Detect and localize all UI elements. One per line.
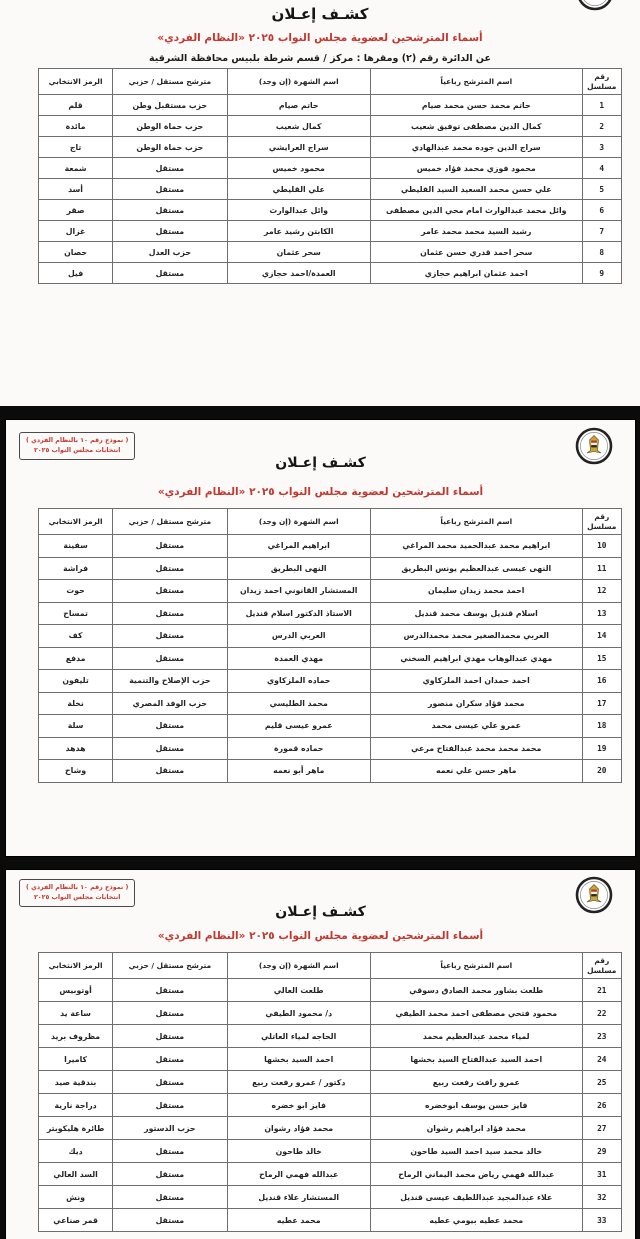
alias-cell: محمود خميس <box>227 158 370 179</box>
party-cell: مستقل <box>113 625 227 648</box>
party-cell: حزب حماة الوطن <box>113 116 227 137</box>
name-cell: اسلام قنديل يوسف محمد قنديل <box>370 602 582 625</box>
candidate-row <box>39 670 622 693</box>
page-title: كشـف إعـلان <box>271 5 369 23</box>
party-cell: مستقل <box>113 158 227 179</box>
serial-cell: 22 <box>582 1002 621 1025</box>
party-cell: مستقل <box>113 557 227 580</box>
serial-cell: 13 <box>582 602 621 625</box>
page-1 <box>0 0 640 406</box>
candidate-row <box>39 1163 622 1186</box>
candidate-row <box>39 647 622 670</box>
table-header-row <box>39 953 622 979</box>
serial-cell: 32 <box>582 1186 621 1209</box>
candidates-table <box>38 508 622 783</box>
serial-cell: 18 <box>582 715 621 738</box>
candidate-row <box>39 737 622 760</box>
name-cell: عمرو رافت رفعت ربيع <box>370 1071 582 1094</box>
alias-cell: العمدة/احمد حجازي <box>227 263 370 284</box>
alias-cell: احمد السيد بخشها <box>227 1048 370 1071</box>
serial-cell: 25 <box>582 1071 621 1094</box>
column-header-party: مترشح مستقل / حزبي <box>113 509 227 535</box>
serial-cell: 17 <box>582 692 621 715</box>
alias-cell: عمرو عيسى قليم <box>227 715 370 738</box>
serial-cell: 15 <box>582 647 621 670</box>
party-cell: حزب الوفد المصري <box>113 692 227 715</box>
candidate-row <box>39 179 622 200</box>
serial-cell: 14 <box>582 625 621 648</box>
serial-cell: 33 <box>582 1209 621 1232</box>
page-subtitle: أسماء المترشحين لعضوية مجلس النواب ٢٠٢٥ «النظام الفردي» <box>157 486 484 498</box>
candidate-row <box>39 158 622 179</box>
alias-cell: ماهر أبو نعمه <box>227 760 370 783</box>
name-cell: لمياء محمد عبدالعظيم محمد <box>370 1025 582 1048</box>
name-cell: خالد محمد سيد احمد السيد طاحون <box>370 1140 582 1163</box>
alias-cell: وائل عبدالوارث <box>227 200 370 221</box>
serial-cell: 10 <box>582 535 621 558</box>
column-header-symbol: الرمز الانتخابي <box>39 69 113 95</box>
alias-cell: النهى البطريق <box>227 557 370 580</box>
party-cell: مستقل <box>113 221 227 242</box>
symbol-cell: دراجة نارية <box>39 1094 113 1117</box>
serial-cell: 5 <box>582 179 621 200</box>
serial-cell: 11 <box>582 557 621 580</box>
symbol-cell: كاميرا <box>39 1048 113 1071</box>
symbol-cell: تمساح <box>39 602 113 625</box>
name-cell: وائل محمد عبدالوارث امام محي الدين مصطفى <box>370 200 582 221</box>
alias-cell: مهدي العمدة <box>227 647 370 670</box>
party-cell: مستقل <box>113 1209 227 1232</box>
party-cell: مستقل <box>113 602 227 625</box>
page-3 <box>6 870 635 1239</box>
serial-cell: 9 <box>582 263 621 284</box>
column-header-name: اسم المترشح رباعياً <box>370 509 582 535</box>
party-cell: مستقل <box>113 1186 227 1209</box>
party-cell: حزب الدستور <box>113 1117 227 1140</box>
alias-cell: علي القليطي <box>227 179 370 200</box>
candidate-row <box>39 116 622 137</box>
name-cell: حاتم محمد حسن محمد صيام <box>370 95 582 116</box>
name-cell: مهدي عبدالوهاب مهدي ابراهيم السخني <box>370 647 582 670</box>
name-cell: سراج الدين جوده محمد عبدالهادي <box>370 137 582 158</box>
party-cell: مستقل <box>113 647 227 670</box>
serial-cell: 4 <box>582 158 621 179</box>
candidate-row <box>39 1071 622 1094</box>
alias-cell: سحر عثمان <box>227 242 370 263</box>
candidate-row <box>39 1094 622 1117</box>
column-header-party: مترشح مستقل / حزبي <box>113 953 227 979</box>
stamp-line-2: انتخابات مجلس النواب ٢٠٢٥ <box>33 446 121 454</box>
symbol-cell: هدهد <box>39 737 113 760</box>
symbol-cell: مائدة <box>39 116 113 137</box>
symbol-cell: طائرة هليكوبتر <box>39 1117 113 1140</box>
alias-cell: كمال شعيب <box>227 116 370 137</box>
name-cell: ابراهيم محمد عبدالحميد محمد المراغي <box>370 535 582 558</box>
serial-cell: 23 <box>582 1025 621 1048</box>
alias-cell: محمد فؤاد رشوان <box>227 1117 370 1140</box>
party-cell: مستقل <box>113 263 227 284</box>
name-cell: احمد محمد زيدان سليمان <box>370 580 582 603</box>
alias-cell: العربي الدرس <box>227 625 370 648</box>
name-cell: محمد فؤاد سكران منصور <box>370 692 582 715</box>
party-cell: مستقل <box>113 1140 227 1163</box>
page-subtitle: أسماء المترشحين لعضوية مجلس النواب ٢٠٢٥ «النظام الفردي» <box>157 32 483 44</box>
serial-cell: 20 <box>582 760 621 783</box>
alias-cell: المستشار القانوني احمد زيدان <box>227 580 370 603</box>
alias-cell: الاستاذ الدكتور اسلام قنديل <box>227 602 370 625</box>
alias-cell: خالد طاحون <box>227 1140 370 1163</box>
candidate-row <box>39 692 622 715</box>
symbol-cell: سلة <box>39 715 113 738</box>
candidate-row <box>39 715 622 738</box>
candidate-row <box>39 625 622 648</box>
symbol-cell: شمعة <box>39 158 113 179</box>
alias-cell: ابراهيم المراغي <box>227 535 370 558</box>
name-cell: طلعت بشاور محمد الصادق دسوقي <box>370 979 582 1002</box>
symbol-cell: حصان <box>39 242 113 263</box>
candidate-row <box>39 760 622 783</box>
name-cell: احمد حمدان احمد الملزكاوي <box>370 670 582 693</box>
column-header-alias: اسم الشهرة (إن وجد) <box>227 509 370 535</box>
name-cell: النهى عيسى عبدالعظيم يونس البطريق <box>370 557 582 580</box>
candidate-row <box>39 580 622 603</box>
column-header-symbol: الرمز الانتخابي <box>39 509 113 535</box>
symbol-cell: ديك <box>39 1140 113 1163</box>
candidate-row <box>39 1002 622 1025</box>
alias-cell: فايز ابو خضره <box>227 1094 370 1117</box>
alias-cell: د/ محمود الطيفي <box>227 1002 370 1025</box>
name-cell: علي حسن محمد السعيد السيد القليطي <box>370 179 582 200</box>
candidate-row <box>39 242 622 263</box>
name-cell: عمرو علي عيسى محمد <box>370 715 582 738</box>
alias-cell: عبدالله فهمي الرماح <box>227 1163 370 1186</box>
candidate-row <box>39 1048 622 1071</box>
candidates-table <box>38 68 622 284</box>
party-cell: مستقل <box>113 1048 227 1071</box>
district-line: عن الدائرة رقم (٢) ومقرها : مركز / قسم شرطة بلبيس محافظة الشرقية <box>149 53 491 64</box>
party-cell: مستقل <box>113 580 227 603</box>
party-cell: مستقل <box>113 737 227 760</box>
serial-cell: 21 <box>582 979 621 1002</box>
candidate-row <box>39 263 622 284</box>
serial-cell: 27 <box>582 1117 621 1140</box>
alias-cell: الكابتن رشيد عامر <box>227 221 370 242</box>
party-cell: مستقل <box>113 1002 227 1025</box>
party-cell: حزب حماة الوطن <box>113 137 227 158</box>
table-header-row <box>39 509 622 535</box>
symbol-cell: كف <box>39 625 113 648</box>
symbol-cell: قمر صناعي <box>39 1209 113 1232</box>
column-header-name: اسم المترشح رباعياً <box>370 953 582 979</box>
page-title: كشـف إعـلان <box>275 455 366 471</box>
column-header-alias: اسم الشهرة (إن وجد) <box>227 953 370 979</box>
alias-cell: محمد عطيه <box>227 1209 370 1232</box>
party-cell: مستقل <box>113 760 227 783</box>
serial-cell: 8 <box>582 242 621 263</box>
party-cell: مستقل <box>113 1025 227 1048</box>
candidate-row <box>39 95 622 116</box>
symbol-cell: غزال <box>39 221 113 242</box>
symbol-cell: أسد <box>39 179 113 200</box>
symbol-cell: تاج <box>39 137 113 158</box>
alias-cell: حماده الملزكاوي <box>227 670 370 693</box>
column-header-name: اسم المترشح رباعياً <box>370 69 582 95</box>
party-cell: حزب مستقبل وطن <box>113 95 227 116</box>
alias-cell: الحاجه لمياء العاتلي <box>227 1025 370 1048</box>
party-cell: حزب العدل <box>113 242 227 263</box>
stamp-line-1: ( نموذج رقم ١٠ بالنظام الفردي ) <box>26 437 129 444</box>
party-cell: مستقل <box>113 1163 227 1186</box>
name-cell: سحر احمد قدري حسن عثمان <box>370 242 582 263</box>
candidate-row <box>39 1025 622 1048</box>
serial-cell: 1 <box>582 95 621 116</box>
form-number-stamp <box>19 879 135 907</box>
candidate-row <box>39 535 622 558</box>
candidate-row <box>39 557 622 580</box>
party-cell: حزب الإصلاح والتنمية <box>113 670 227 693</box>
symbol-cell: بندقية صيد <box>39 1071 113 1094</box>
symbol-cell: صقر <box>39 200 113 221</box>
serial-cell: 12 <box>582 580 621 603</box>
serial-cell: 7 <box>582 221 621 242</box>
column-header-serial: رقم مسلسل <box>582 69 621 95</box>
party-cell: مستقل <box>113 1094 227 1117</box>
candidate-row <box>39 1209 622 1232</box>
stamp-line-2: انتخابات مجلس النواب ٢٠٢٥ <box>33 893 121 901</box>
candidate-row <box>39 602 622 625</box>
serial-cell: 19 <box>582 737 621 760</box>
alias-cell: حماده قمورة <box>227 737 370 760</box>
party-cell: مستقل <box>113 535 227 558</box>
symbol-cell: السد العالي <box>39 1163 113 1186</box>
party-cell: مستقل <box>113 979 227 1002</box>
alias-cell: دكتور / عمرو رفعت ربيع <box>227 1071 370 1094</box>
candidate-row <box>39 1140 622 1163</box>
symbol-cell: سفينة <box>39 535 113 558</box>
name-cell: العربي محمدالصغير محمد محمدالدرس <box>370 625 582 648</box>
alias-cell: سراج العرايشي <box>227 137 370 158</box>
column-header-serial: رقم مسلسل <box>582 509 621 535</box>
candidate-row <box>39 200 622 221</box>
page-2 <box>6 420 635 856</box>
name-cell: احمد السيد عبدالفتاح السيد بخشها <box>370 1048 582 1071</box>
alias-cell: محمد الطليسي <box>227 692 370 715</box>
table-header-row <box>39 69 622 95</box>
column-header-symbol: الرمز الانتخابي <box>39 953 113 979</box>
name-cell: محمد فؤاد ابراهيم رشوان <box>370 1117 582 1140</box>
symbol-cell: ساعة يد <box>39 1002 113 1025</box>
name-cell: عبدالله فهمي رياض محمد اليماني الرماح <box>370 1163 582 1186</box>
serial-cell: 31 <box>582 1163 621 1186</box>
name-cell: كمال الدين مصطفى توفيق شعيب <box>370 116 582 137</box>
alias-cell: المستشار علاء قنديل <box>227 1186 370 1209</box>
name-cell: محمد محمد محمد عبدالفتاح مرعي <box>370 737 582 760</box>
page-title: كشـف إعـلان <box>275 904 366 920</box>
serial-cell: 26 <box>582 1094 621 1117</box>
name-cell: احمد عثمان ابراهيم حجازي <box>370 263 582 284</box>
serial-cell: 24 <box>582 1048 621 1071</box>
symbol-cell: أوتوبيس <box>39 979 113 1002</box>
name-cell: محمود فتحي مصطفى احمد محمد الطيفي <box>370 1002 582 1025</box>
candidate-row <box>39 221 622 242</box>
name-cell: ماهر حسن علي نعمه <box>370 760 582 783</box>
symbol-cell: فراشة <box>39 557 113 580</box>
name-cell: محمود فوزي محمد فؤاد خميس <box>370 158 582 179</box>
column-header-alias: اسم الشهرة (إن وجد) <box>227 69 370 95</box>
serial-cell: 2 <box>582 116 621 137</box>
column-header-serial: رقم مسلسل <box>582 953 621 979</box>
party-cell: مستقل <box>113 200 227 221</box>
name-cell: محمد عطيه بيومي عطيه <box>370 1209 582 1232</box>
candidate-row <box>39 979 622 1002</box>
candidates-table <box>38 952 622 1232</box>
symbol-cell: حوت <box>39 580 113 603</box>
name-cell: فايز حسن يوسف ابوخضره <box>370 1094 582 1117</box>
alias-cell: حاتم صيام <box>227 95 370 116</box>
symbol-cell: مدفع <box>39 647 113 670</box>
serial-cell: 16 <box>582 670 621 693</box>
symbol-cell: فيل <box>39 263 113 284</box>
symbol-cell: ونش <box>39 1186 113 1209</box>
candidate-row <box>39 137 622 158</box>
party-cell: مستقل <box>113 1071 227 1094</box>
alias-cell: طلعت العالي <box>227 979 370 1002</box>
serial-cell: 29 <box>582 1140 621 1163</box>
serial-cell: 6 <box>582 200 621 221</box>
serial-cell: 3 <box>582 137 621 158</box>
party-cell: مستقل <box>113 715 227 738</box>
symbol-cell: نخلة <box>39 692 113 715</box>
symbol-cell: تليفون <box>39 670 113 693</box>
symbol-cell: مظروف بريد <box>39 1025 113 1048</box>
page-subtitle: أسماء المترشحين لعضوية مجلس النواب ٢٠٢٥ «النظام الفردي» <box>157 930 484 942</box>
stamp-line-1: ( نموذج رقم ١٠ بالنظام الفردي ) <box>26 884 129 891</box>
candidate-row <box>39 1186 622 1209</box>
symbol-cell: قلم <box>39 95 113 116</box>
party-cell: مستقل <box>113 179 227 200</box>
column-header-party: مترشح مستقل / حزبي <box>113 69 227 95</box>
name-cell: علاء عبدالمجيد عبداللطيف عيسى قنديل <box>370 1186 582 1209</box>
name-cell: رشيد السيد محمد محمد عامر <box>370 221 582 242</box>
candidate-row <box>39 1117 622 1140</box>
symbol-cell: وشاح <box>39 760 113 783</box>
